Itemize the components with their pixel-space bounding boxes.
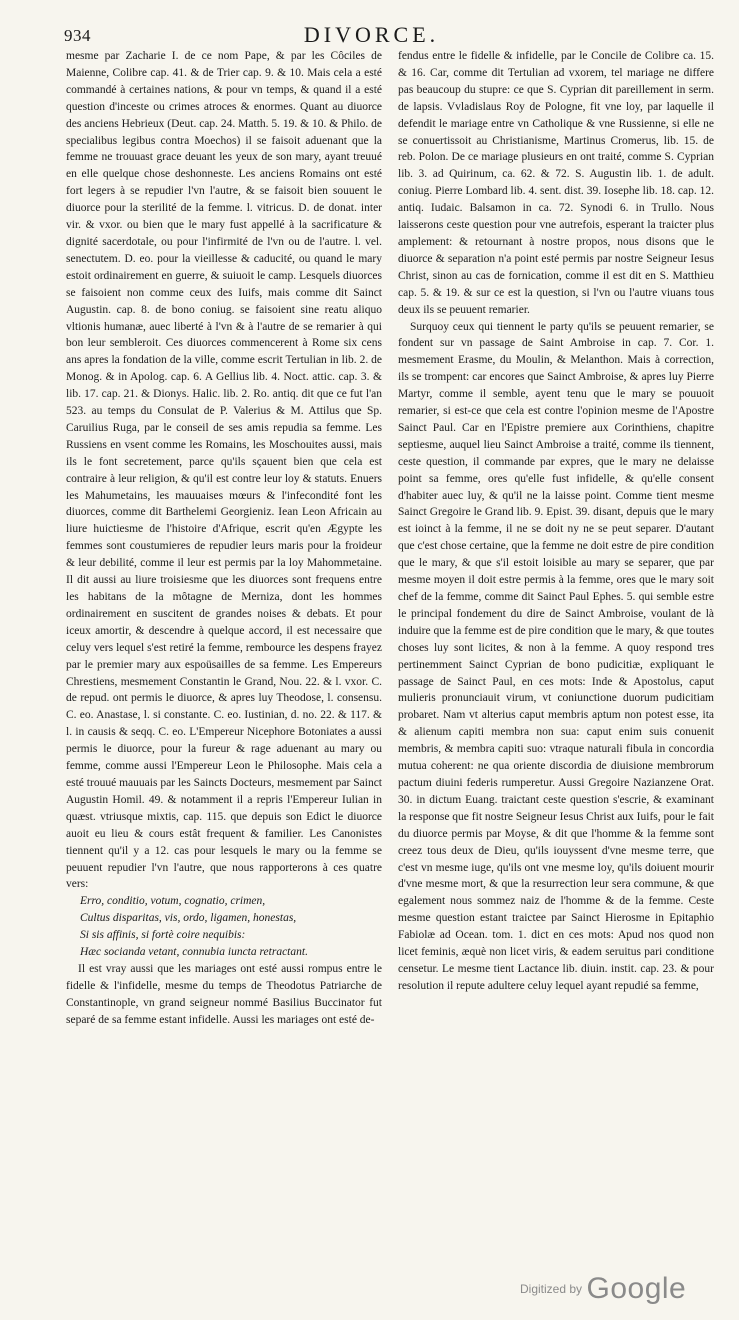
running-title: DIVORCE. bbox=[303, 22, 440, 47]
google-logo: Google bbox=[586, 1272, 687, 1305]
left-column bbox=[66, 48, 382, 1029]
verse-line: Si sis affinis, si fortè coire nequibis: bbox=[80, 929, 246, 942]
left-paragraph-2: Il est vray aussi que les mariages ont esté aussi rompus entre le fidelle & l'infidelle, mesme du temps de Theodotus Patriarche de Constantinople, vn grand seigneur nommé Basilius Buccinator fut separé de sa femme estant infidelle. Aussi les mariages ont esté de- bbox=[66, 962, 382, 1026]
page-header bbox=[64, 22, 679, 48]
verse-line: Cultus disparitas, vis, ordo, ligamen, honestas, bbox=[80, 912, 297, 925]
verse-line: Hæc socianda vetant, connubia iuncta retractant. bbox=[80, 946, 308, 959]
watermark-prefix: Digitized by bbox=[520, 1282, 583, 1296]
page-number: 934 bbox=[64, 26, 91, 45]
digitized-by-google-watermark bbox=[520, 1272, 686, 1306]
latin-verse bbox=[80, 893, 382, 961]
right-paragraph-2: Surquoy ceux qui tiennent le party qu'ils se peuuent remarier, se fondent sur vn passage de Saint Ambroise in cap. 7. Cor. 1. mesmement Erasme, du Moulin, & Melanthon. Mais à correction, ils se trompent: car encores que Sainct Ambroise, & apres luy Pierre Martyr, comme il semble, ayent tenu que le mary se pouuoit remarier, si est-ce que cela est contre l'opinion mesme de l'Apostre Sainct Paul. Car en l'Epistre premiere aux Corinthiens, chapitre septiesme, auquel lieu Sainct Ambroise a traité, comme ils tiennent, ceste question, il commande par expres, que le mary ne delaisse point sa femme, ores qu'elle fust infidelle, & qu'elle consent d'habiter auec luy, & qu'il ne la laisse point. Comme tient mesme Sainct Gregoire le Grand lib. 9. Epist. 39. disant, depuis que le mary est ioinct à la femme, il ne se doit ny ne se peut separer. D'autant que c'est chose certaine, que la femme ne doit estre de pire condition que le mary, & que s'il estoit loisible au mary se separer, que par mesme moyen il doit estre permis à la femme, ores que le mary soit chef de la femme, comme dit Sainct Paul Ephes. 5. qui semble estre le principal fondement du dire de Sainct Ambroise, voulant de là induire que la femme est de pire condition que le mary, & que toutes choses luy sont licites, & non à la femme. A quoy respond tres pertinemment Sainct Cyprian de bono pudicitiæ, expliquant le passage de Sainct Paul, en ces mots: Inde & Apostolus, caput mulieris pronunciauit virum, vt coniunctione duorum pudicitiam probaret. Nam vt alterius caput membris aptum non potest esse, ita & alienum capiti membra non sua: caput enim suis conuenit membris, & membra capiti suo: vtraque naturali fibula in concordia mutua coherent: ne qua oriente discordia de diuisione membrorum pactum diuini federis rumperetur. Aussi Gregoire Nazianzene Orat. 30. in dictum Euang. traictant ceste question s'escrie, & examinant la response que fit nostre Seigneur Iesus Christ aux Iuifs, pour le fait du diuorce permis par Moyse, & dit que l'homme & la femme sont creez tous deux de Dieu, qu'ils iouyssent d'vne mesme terre, que c'est vn mesme iuge, qu'ils ont vne mesme loy, qu'ils doiuent mourir d'vne mesme mort, & que la resurrection leur sera commune, & que egalement nous sommez naiz de l'homme & de la femme. Ceste mesme question estant traictee par Sainct Hierosme in Epitaphio Fabiolæ ad Ocean. tom. 1. dict en ces mots: Apud nos quod non licet feminis, æquè non licet viris, & eadem seruitus pari conditione censetur. Le mesme tient Lactance lib. diuin. instit. cap. 23. & pour resolution il repute adultere celuy lequel ayant repudié sa femme, bbox=[398, 320, 714, 992]
left-paragraph-1: mesme par Zacharie I. de ce nom Pape, & par les Côciles de Maienne, Colibre cap. 41. & de Trier cap. 9. & 10. Mais cela a esté commandé à certaines nations, & pour vn temps, & quand il a esté question d'inceste ou crimes atroces & enormes. Quant au diuorce des anciens Hebrieux (Deut. cap. 24. Matth. 5. 19. & 10. & Philo. de specialibus legibus contra Moechos) il se faisoit aduenant que la femme ne trouuast grace deuant les yeux de son mary, ayant treuué en elle quelque chose deshonneste. Les anciens Romains ont esté fort legers à se repudier l'vn l'autre, & se faisoit bien souuent le diuorce pour la sterilité de la femme. l. vitricus. D. de donat. inter vir. & vxor. ou bien que le mary fust appellé à la sacrificature & dignité sacerdotale, ou pour l'infirmité de l'vn ou de l'autre. l. vel. senectutem. D. eo. pour la vieillesse & caducité, ou quand le mary estoit ordinairement en guerre, & suiuoit le camp. Lesquels diuorces se faisoient non comme ceux des Iuifs, mais comme dit Sainct Augustin. cap. 8. de bono coniug. se faisoient sine reatu aliquo vltionis humanæ, auec liberté à l'vn & à l'autre de se remarier à qui bon leur sembleroit. Ces diuorces commencerent à Rome six cens ans apres la fondation de la ville, comme escrit Tertulian in lib. 2. de Monog. & in Apolog. cap. 6. A Gellius lib. 4. Noct. attic. cap. 3. & lib. 17. cap. 21. & Dionys. Halic. lib. 2. Ro. antiq. dit que ce fut l'an 523. au temps du Consulat de P. Valerius & M. Attilus que Sp. Caruilius Ruga, par le conseil de ses amis repudia sa femme. Les Russiens en vsent comme les Romains, les Moschouites aussi, mais ils le font secretement, parce qu'ils sçauent bien que cela est contraire à leur religion, & qu'il est contre leur loy & statuts. Enuers les Mahumetains, les mauuaises mœurs & l'infecondité font les diuorces, comme dit Barthelemi Georgieniz. Iean Leon Africain au liure huictiesme de l'histoire d'Afrique, escrit qu'en Ægypte les femmes sont coustumieres de repudier leurs maris pour la froideur & leur debilité, comme il leur est permis par la loy Mahommetaine. Il dit aussi au liure troisiesme que les diuorces sont frequens entre les habitans de la môtagne de Merniza, dont les hommes ordinairement en suscitent de grandes noises & debats. Et pour iceux amortir, & descendre à quelque accord, il est necessaire que celuy vers lequel s'est retiré la femme, rembource les despens frayez par le premier mary aux espoüsailles de sa femme. Les Empereurs Chrestiens, mesmement Constantin le Grand, Nou. 22. & l. vxor. C. de repud. ont permis le diuorce, & apres luy Theodose, l. consensu. C. eo. Anastase, l. si constante. C. eo. Iustinian, d. no. 22. & 117. & l. in causis & seqq. C. eo. L'Empereur Nicephore Botoniates a aussi permis le diuorce, pour la fureur & rage aduenant au mary ou femme, comme aussi l'Empereur Leon le Philosophe. Mais cela a esté trouué mauuais par les Saincts Docteurs, mesmement par Sainct Augustin Homil. 49. & notamment il a repris l'Empereur Iulian in quæst. vtriusque mixtis, cap. 115. que depuis son Edict le diuorce auoit eu lieu & cours estât frequent & familier. Les Canonistes tiennent qu'il y a 12. cas pour lesquels le mary ou la femme se peuuent repudier l'vn l'autre, que nous rapporterons à ces quatre vers: bbox=[66, 50, 382, 891]
right-paragraph-1: fendus entre le fidelle & infidelle, par le Concile de Colibre ca. 15. & 16. Car, comme dit Tertulian ad vxorem, tel mariage ne differe pas beaucoup du stupre: ce que S. Cyprian dit pareillement in serm. de lapsis. Vvladislaus Roy de Pologne, fit vne loy, par laquelle il defendit le mariage entre vn Catholique & vne Russienne, si elle ne se conuertissoit au Christianisme, Martinus Cromerus, lib. 15. de reb. Polon. De ce mariage plusieurs en ont traité, comme S. Cyprian lib. 3. ad Quirinum, ca. 62. & 72. S. Augustin lib. 1. de adult. coniug. Pierre Lombard lib. 4. sent. dist. 39. Iosephe lib. 18. cap. 12. antiq. Iudaic. Balsamon in ca. 72. Synodi 6. in Trullo. Nous laisserons ceste question pour vne autrefois, esperant la traicter plus amplement: & retournant à nostre propos, nous disons que le diuorce & separation n'a point esté permis par nostre Seigneur Iesus Christ, sinon au cas de fornication, comme il est dit en S. Matthieu cap. 5. & 19. & sur ce est la question, si l'vn ou l'autre viuans tous deux ils se peuuent remarier. bbox=[398, 50, 714, 316]
verse-line: Erro, conditio, votum, cognatio, crimen, bbox=[80, 895, 266, 908]
right-column bbox=[398, 48, 714, 995]
